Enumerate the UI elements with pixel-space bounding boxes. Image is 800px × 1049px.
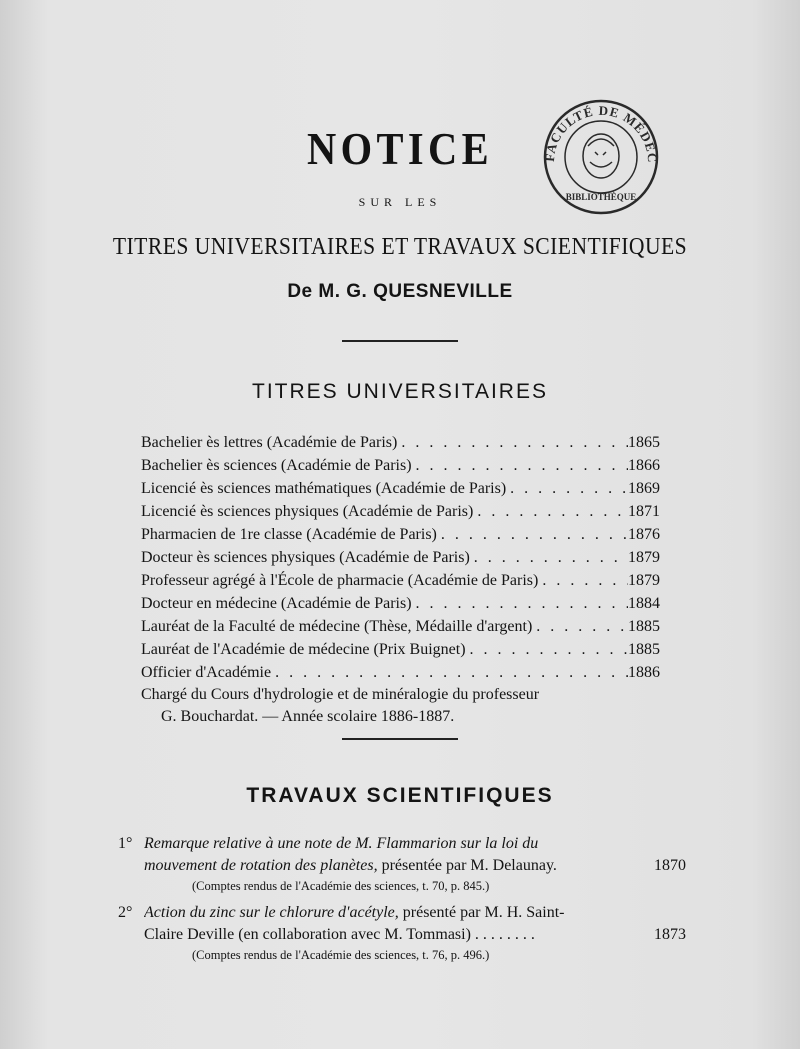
- section-heading-travaux: TRAVAUX SCIENTIFIQUES: [246, 784, 554, 807]
- list-item: Licencié ès sciences mathématiques (Académie de Paris) . . . 1869: [141, 477, 660, 500]
- sur-les-label: SUR LES: [358, 195, 442, 209]
- document-subtitle: TITRES UNIVERSITAIRES ET TRAVAUX SCIENTIFIQUES: [112, 234, 688, 260]
- list-item: Bachelier ès lettres (Académie de Paris) . . . 1865: [141, 431, 660, 454]
- list-item: Docteur ès sciences physiques (Académie de Paris) . . . 1879: [141, 546, 660, 569]
- notice-title: NOTICE: [306, 123, 494, 174]
- list-item: 1° Remarque relative à une note de M. Flammarion sur la loi du mouvement de rotation des planètes, présentée par M. Delaunay. 1870 (Comptes rendus de l'Académie des sciences, t. 70, p. 845.): [118, 835, 686, 893]
- citation-reference: (Comptes rendus de l'Académie des sciences, t. 70, p. 845.): [192, 879, 490, 893]
- charge-note: Chargé du Cours d'hydrologie et de minéralogie du professeur G. Bouchardat. — Année scolaire 1886-1887.: [141, 686, 540, 725]
- separator-rule: [342, 738, 458, 740]
- separator-rule: [342, 340, 458, 342]
- author-line: De M. G. QUESNEVILLE: [287, 281, 513, 302]
- list-item: Professeur agrégé à l'École de pharmacie (Académie de Paris) . . . 1879: [141, 569, 660, 592]
- svg-text:FACULTÉ DE MÉDECINE DE PARIS: FACULTÉ DE MÉDEC: [541, 102, 661, 164]
- travaux-list: [118, 833, 686, 971]
- list-item: Licencié ès sciences physiques (Académie de Paris) . . . 1871: [141, 500, 660, 523]
- list-item: Lauréat de l'Académie de médecine (Prix Buignet) . . . 1885: [141, 638, 660, 661]
- list-item: Bachelier ès sciences (Académie de Paris) . . . 1866: [141, 454, 660, 477]
- list-item: Docteur en médecine (Académie de Paris) . . . 1884: [141, 592, 660, 615]
- list-item: Lauréat de la Faculté de médecine (Thèse, Médaille d'argent) . . . 1885: [141, 615, 660, 638]
- citation-reference: (Comptes rendus de l'Académie des sciences, t. 76, p. 496.): [192, 948, 490, 962]
- titres-list: [141, 431, 660, 728]
- list-item: Pharmacien de 1re classe (Académie de Paris) . . . 1876: [141, 523, 660, 546]
- list-item: 2° Action du zinc sur le chlorure d'acétyle, présenté par M. H. Saint- Claire Deville (en collaboration avec M. Tommasi) . . . . . . . . 1873 (Comptes rendus de l'Académie des sciences, t. 76, p. 496.): [118, 904, 686, 962]
- section-heading-titres: TITRES UNIVERSITAIRES: [252, 380, 548, 403]
- svg-text:BIBLIOTHÈQUE: BIBLIOTHÈQUE: [565, 192, 637, 202]
- list-item: Officier d'Académie . . . 1886: [141, 661, 660, 684]
